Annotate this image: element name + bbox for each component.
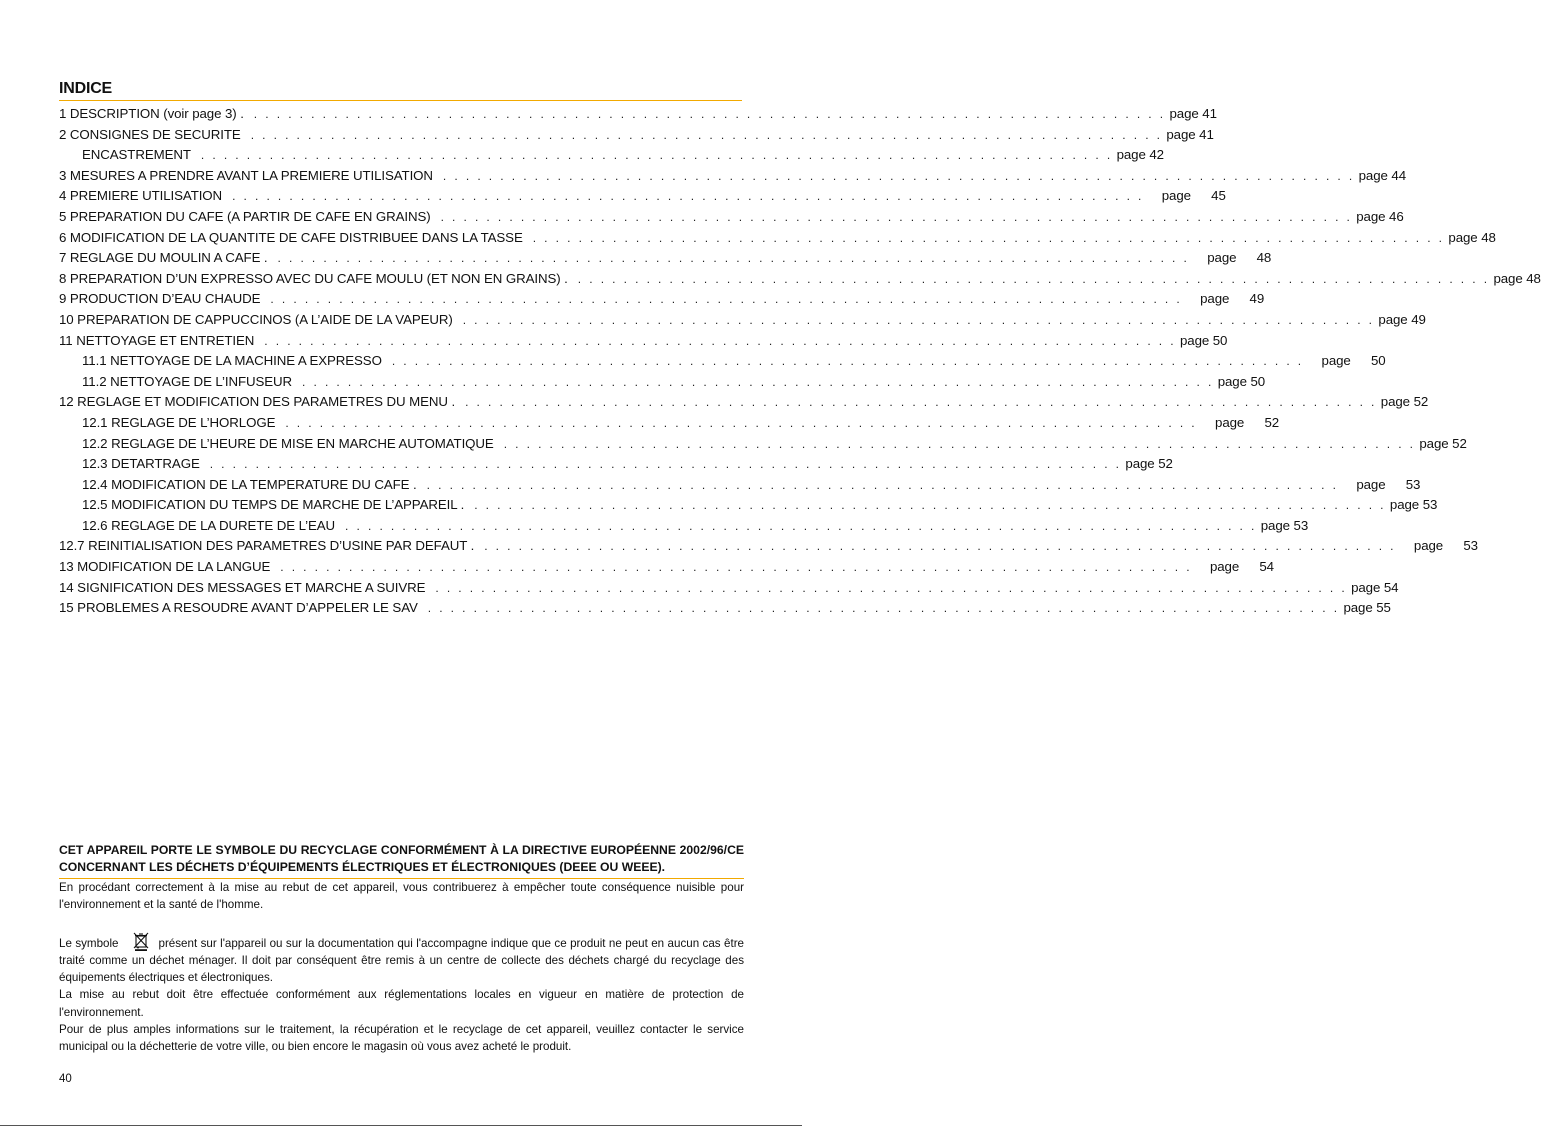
toc-page-number: 50 [1370,353,1386,369]
toc-entry [59,351,1386,372]
toc-page-word: page [1200,291,1230,307]
toc-page-word: page [1356,476,1386,492]
weee-paragraph-1: En procédant correctement à la mise au rebut de cet appareil, vous contribuerez à empêcher toute conséquence nuisible pour l'environnement et la santé de l'homme. [59,881,744,912]
toc-entry [59,454,1173,475]
toc-entry-page: page 50 [1179,332,1228,348]
toc-entry-page: page 52 [1419,435,1467,451]
toc-entry [59,269,1541,290]
toc-entry-label: 5 PREPARATION DU CAFE (A PARTIR DE CAFE EN GRAINS) [59,208,431,224]
toc-entry-label: 12.6 REGLAGE DE LA DURETE DE L’EAU [82,517,336,533]
toc-page-word: page [1209,559,1240,575]
toc-entry [59,372,1266,393]
weee-body [59,879,744,1056]
toc-entry-label: 12.1 REGLAGE DE L’HORLOGE [82,414,276,430]
toc-leader-dots: . . . . . . . . . . . . . . . . . . . . . . . . . . . . . . . . . . . . . . . . . . . . . . . . . . . . . . . . . . . . . . . . . . . . . . . . . . . . . . . . [253,107,1166,121]
toc-page-number: 48 [1256,250,1272,266]
toc-page-word: page [1207,250,1237,266]
toc-entry-label: 12.3 DETARTRAGE [82,456,200,472]
toc-entry [59,495,1438,516]
toc-entry-page [1200,289,1264,310]
toc-entry-label: 2 CONSIGNES DE SECURITE [59,126,241,142]
toc-entry-page [1215,413,1279,434]
toc-page-word: page [1215,414,1245,430]
toc-leader-dots: . . . . . . . . . . . . . . . . . . . . . . . . . . . . . . . . . . . . . . . . . . . . . . . . . . . . . . . . . . . . . . . . . . . . . . . . . . . . . . . . [209,457,1122,472]
toc-entry [59,578,1399,599]
crossed-out-wheelie-bin-icon [131,931,151,951]
toc-leader-dots: . . . . . . . . . . . . . . . . . . . . . . . . . . . . . . . . . . . . . . . . . . . . . . . . . . . . . . . . . . . . . . . . . . . . . . . . . . . . . . . . [426,477,1339,492]
toc-leader-dots: . . . . . . . . . . . . . . . . . . . . . . . . . . . . . . . . . . . . . . . . . . . . . . . . . . . . . . . . . . . . . . . . . . . . . . . . . . . . . . . . [280,560,1192,575]
toc-page-word: page [1161,188,1191,204]
toc-entry-label: 6 MODIFICATION DE LA QUANTITE DE CAFE DISTRIBUEE DANS LA TASSE [59,229,523,245]
toc-entry-label: 12.7 REINITIALISATION DES PARAMETRES D’USINE PAR DEFAUT . [59,538,475,554]
weee-paragraph-2 [59,931,744,987]
toc-entry-page: page 52 [1380,394,1429,410]
toc-leader-dots: . . . . . . . . . . . . . . . . . . . . . . . . . . . . . . . . . . . . . . . . . . . . . . . . . . . . . . . . . . . . . . . . . . . . . . . . . . . . . . . . [302,374,1214,389]
toc-page-number: 52 [1264,414,1280,430]
toc-entry-label: 14 SIGNIFICATION DES MESSAGES ET MARCHE A SUIVRE [59,579,426,595]
toc-page-number: 49 [1249,291,1265,307]
toc-entry [59,207,1404,228]
toc-entry [59,413,1280,434]
toc-leader-dots: . . . . . . . . . . . . . . . . . . . . . . . . . . . . . . . . . . . . . . . . . . . . . . . . . . . . . . . . . . . . . . . . . . . . . . . . . . . . . . . . [200,148,1113,163]
toc-entry-label: 12.5 MODIFICATION DU TEMPS DE MARCHE DE L’APPAREIL . [82,497,465,513]
toc-entry-page: page 52 [1125,456,1173,472]
toc-entry [59,186,1226,207]
toc-entry-page [1414,536,1478,557]
toc-leader-dots: . . . . . . . . . . . . . . . . . . . . . . . . . . . . . . . . . . . . . . . . . . . . . . . . . . . . . . . . . . . . . . . . . . . . . . . . . . . . . . . . [427,601,1340,616]
toc-entry [59,228,1496,249]
toc-entry-label: 15 PROBLEMES A RESOUDRE AVANT D’APPELER LE SAV [59,600,418,616]
toc-entry [59,145,1164,166]
toc-entry-page: page 42 [1116,147,1164,163]
toc-leader-dots: . . . . . . . . . . . . . . . . . . . . . . . . . . . . . . . . . . . . . . . . . . . . . . . . . . . . . . . . . . . . . . . . . . . . . . . . . . . . . . . . [462,312,1375,327]
toc-entry [59,392,1429,413]
toc-entry-label: 12 REGLAGE ET MODIFICATION DES PARAMETRES DU MENU . [59,394,456,410]
toc-entry-label: ENCASTREMENT [82,147,191,163]
toc-entry-label: 12.2 REGLAGE DE L’HEURE DE MISE EN MARCHE AUTOMATIQUE [82,435,494,451]
toc-entry-label: 8 PREPARATION D’UN EXPRESSO AVEC DU CAFE MOULU (ET NON EN GRAINS) . [59,270,568,286]
toc-leader-dots: . . . . . . . . . . . . . . . . . . . . . . . . . . . . . . . . . . . . . . . . . . . . . . . . . . . . . . . . . . . . . . . . . . . . . . . . . . . . . . . . [232,189,1144,204]
toc-leader-dots: . . . . . . . . . . . . . . . . . . . . . . . . . . . . . . . . . . . . . . . . . . . . . . . . . . . . . . . . . . . . . . . . . . . . . . . . . . . . . . . . [391,354,1304,369]
toc-entry [59,248,1272,269]
toc-entry-label: 11.1 NETTOYAGE DE LA MACHINE A EXPRESSO [82,353,382,369]
toc-leader-dots: . . . . . . . . . . . . . . . . . . . . . . . . . . . . . . . . . . . . . . . . . . . . . . . . . . . . . . . . . . . . . . . . . . . . . . . . . . . . . . . . [503,436,1416,451]
toc-entry [59,536,1478,557]
toc-entry-page: page 50 [1217,373,1266,389]
footer-rule [0,1125,802,1126]
toc-entry-page: page 53 [1389,497,1438,513]
toc-entry-page: page 44 [1358,167,1406,183]
toc-entry-label: 12.4 MODIFICATION DE LA TEMPERATURE DU CAFE . [82,476,417,492]
toc-entry-page [1356,475,1420,496]
toc-leader-dots: . . . . . . . . . . . . . . . . . . . . . . . . . . . . . . . . . . . . . . . . . . . . . . . . . . . . . . . . . . . . . . . . . . . . . . . . . . . . . . . . [345,518,1257,533]
toc-entry-label: 7 REGLAGE DU MOULIN A CAFE . [59,250,268,266]
weee-paragraph-2-start: Le symbole [59,936,119,950]
toc-entry-label: 11 NETTOYAGE ET ENTRETIEN [59,332,255,348]
toc-entry [59,598,1391,619]
toc-entry-page [1207,248,1271,269]
toc-leader-dots: . . . . . . . . . . . . . . . . . . . . . . . . . . . . . . . . . . . . . . . . . . . . . . . . . . . . . . . . . . . . . . . . . . . . . . . . . . . . . . . . [264,333,1176,348]
toc-page-number: 53 [1463,538,1478,554]
toc-leader-dots: . . . . . . . . . . . . . . . . . . . . . . . . . . . . . . . . . . . . . . . . . . . . . . . . . . . . . . . . . . . . . . . . . . . . . . . . . . . . . . . . [442,168,1355,183]
toc-leader-dots: . . . . . . . . . . . . . . . . . . . . . . . . . . . . . . . . . . . . . . . . . . . . . . . . . . . . . . . . . . . . . . . . . . . . . . . . . . . . . . . . [465,395,1377,410]
page-title: INDICE [59,80,742,101]
toc-entry-page: page 46 [1356,208,1404,224]
toc-leader-dots: . . . . . . . . . . . . . . . . . . . . . . . . . . . . . . . . . . . . . . . . . . . . . . . . . . . . . . . . . . . . . . . . . . . . . . . . . . . . . . . . [484,539,1396,554]
toc-entry [59,125,1214,146]
toc-entry-label: 9 PRODUCTION D’EAU CHAUDE [59,291,261,307]
toc-entry-page: page 55 [1343,600,1391,616]
toc-entry-label: 13 MODIFICATION DE LA LANGUE [59,559,271,575]
toc-leader-dots: . . . . . . . . . . . . . . . . . . . . . . . . . . . . . . . . . . . . . . . . . . . . . . . . . . . . . . . . . . . . . . . . . . . . . . . . . . . . . . . . [285,415,1198,430]
weee-paragraph-4: Pour de plus amples informations sur le traitement, la récupération et le recyclage de cet appareil, veuillez contacter le service municipal ou la déchetterie de votre ville, ou bien encore le magasin où vous avez acheté le produit. [59,1023,744,1054]
toc-entry-label: 4 PREMIERE UTILISATION [59,188,223,204]
toc-leader-dots: . . . . . . . . . . . . . . . . . . . . . . . . . . . . . . . . . . . . . . . . . . . . . . . . . . . . . . . . . . . . . . . . . . . . . . . . . . . . . . . . [435,580,1348,595]
toc-entry [59,104,1217,125]
toc-leader-dots: . . . . . . . . . . . . . . . . . . . . . . . . . . . . . . . . . . . . . . . . . . . . . . . . . . . . . . . . . . . . . . . . . . . . . . . . . . . . . . . . [277,251,1190,266]
toc-entry-page: page 48 [1448,229,1496,245]
toc-entry [59,516,1309,537]
weee-paragraph-3: La mise au rebut doit être effectuée conformément aux réglementations locales en vigueur en matière de protection de l'environnement. [59,988,744,1019]
toc-leader-dots: . . . . . . . . . . . . . . . . . . . . . . . . . . . . . . . . . . . . . . . . . . . . . . . . . . . . . . . . . . . . . . . . . . . . . . . . . . . . . . . . [532,230,1445,245]
toc-page-word: page [1413,538,1444,554]
toc-leader-dots: . . . . . . . . . . . . . . . . . . . . . . . . . . . . . . . . . . . . . . . . . . . . . . . . . . . . . . . . . . . . . . . . . . . . . . . . . . . . . . . . [440,209,1353,224]
toc-entry-page [1322,351,1386,372]
toc-entry [59,310,1426,331]
toc-page-number: 53 [1405,476,1421,492]
toc-entry-page: page 48 [1493,270,1541,286]
toc-entry-page: page 49 [1378,311,1426,327]
toc-entry-page: page 41 [1169,106,1217,121]
toc-entry [59,434,1467,455]
toc-entry-page: page 41 [1166,126,1214,142]
toc-entry-label: 11.2 NETTOYAGE DE L’INFUSEUR [82,373,293,389]
toc-entry-page [1210,557,1274,578]
toc-entry [59,557,1274,578]
table-of-contents [59,104,1541,619]
toc-entry-label: 10 PREPARATION DE CAPPUCCINOS (A L’AIDE DE LA VAPEUR) [59,311,453,327]
toc-entry-page [1162,186,1226,207]
toc-entry-page: page 53 [1260,517,1309,533]
toc-leader-dots: . . . . . . . . . . . . . . . . . . . . . . . . . . . . . . . . . . . . . . . . . . . . . . . . . . . . . . . . . . . . . . . . . . . . . . . . . . . . . . . . [270,292,1183,307]
toc-page-number: 54 [1259,559,1274,575]
toc-page-word: page [1321,353,1351,369]
toc-entry [59,166,1406,187]
toc-leader-dots: . . . . . . . . . . . . . . . . . . . . . . . . . . . . . . . . . . . . . . . . . . . . . . . . . . . . . . . . . . . . . . . . . . . . . . . . . . . . . . . . [250,127,1163,142]
toc-entry [59,289,1265,310]
weee-heading: CET APPAREIL PORTE LE SYMBOLE DU RECYCLAGE CONFORMÉMENT À LA DIRECTIVE EUROPÉENNE 2002/96/CE CONCERNANT LES DÉCHETS D’ÉQUIPEMENTS ÉLECTRIQUES ET ÉLECTRONIQUES (DEEE OU WEEE). [59,842,744,879]
toc-entry-page: page 54 [1351,579,1399,595]
toc-page-number: 45 [1211,188,1226,204]
weee-paragraph-2-end: présent sur l'appareil ou sur la documentation qui l'accompagne indique que ce produit ne peut en aucun cas être traité comme un déchet ménager. Il doit par conséquent être remis à un centre de collecte des déchets chargé du recyclage des équipements électriques et électroniques. [59,936,745,985]
page-number: 40 [59,1073,72,1085]
toc-leader-dots: . . . . . . . . . . . . . . . . . . . . . . . . . . . . . . . . . . . . . . . . . . . . . . . . . . . . . . . . . . . . . . . . . . . . . . . . . . . . . . . . [577,271,1490,286]
toc-entry [59,331,1228,352]
toc-entry-label: 3 MESURES A PRENDRE AVANT LA PREMIERE UTILISATION [59,167,433,183]
toc-entry-label: 1 DESCRIPTION (voir page 3) . [59,106,244,121]
toc-entry [59,475,1421,496]
toc-leader-dots: . . . . . . . . . . . . . . . . . . . . . . . . . . . . . . . . . . . . . . . . . . . . . . . . . . . . . . . . . . . . . . . . . . . . . . . . . . . . . . . . [474,498,1386,513]
